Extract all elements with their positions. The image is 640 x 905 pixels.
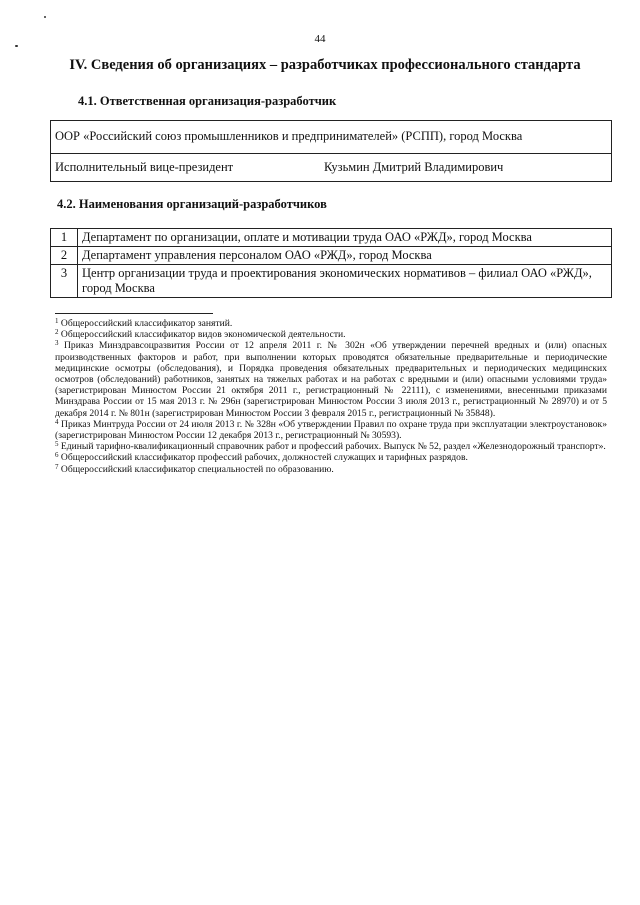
footnote-text: Приказ Минздравсоцразвития России от 12 апреля 2011 г. № 302н «Об утверждении перечней вредных и (или) опасных производственных факторов и работ, при выполнении которых проводятся обязательные предварительные и периодические медицинские осмотры (обследования), и Порядка проведения обязательных предварительных и периодических медицинских осмотров (обследований) работников, занятых на тяжелых работах и на работах с вредными и (или) опасными условиями труда» (зарегистрирован Минюстом России 21 октября 2011 г., регистрационный № 22111), с изменениями, внесенными приказами Минздрава России от 15 мая 2013 г. № 296н (зарегистрирован Минюстом России 3 июля 2013 г., регистрационный № 28970) и от 5 декабря 2014 г. № 801н (зарегистрирован Минюстом России 3 февраля 2015 г., регистрационный № 35848).: [55, 340, 607, 419]
footnote-text: Общероссийский классификатор занятий.: [60, 318, 233, 329]
footnote-mark: 2: [55, 328, 59, 337]
footnote: [55, 329, 607, 340]
responsible-org-name: ООР «Российский союз промышленников и предпринимателей» (РСПП), город Москва: [55, 129, 523, 143]
section-title: IV. Сведения об организациях – разработчиках профессионального стандарта: [69, 57, 581, 73]
table-row: [51, 247, 612, 265]
developer-orgs-heading: 4.2. Наименования организаций-разработчиков: [57, 197, 327, 211]
footnote-mark: 5: [55, 440, 59, 449]
footnote-separator: [55, 313, 213, 314]
responsible-org-box: [50, 120, 612, 182]
page-number: 44: [314, 33, 326, 45]
footnote-text: Общероссийский классификатор видов экономической деятельности.: [60, 329, 346, 341]
footnote: [55, 318, 607, 329]
footnote-mark: 1: [55, 317, 59, 325]
footnote: [55, 452, 607, 463]
signatory-position: Исполнительный вице-президент: [55, 160, 234, 174]
responsible-org-heading: 4.1. Ответственная организация-разработчик: [78, 94, 337, 108]
org-name: Департамент по организации, оплате и мотивации труда ОАО «РЖД», город Москва: [78, 229, 612, 247]
footnote-text: Приказ Минтруда России от 24 июля 2013 г. № 328н «Об утверждении Правил по охране труда при эксплуатации электроустановок» (зарегистрирован Минюстом России 12 декабря 2013 г., регистрационный № 30593).: [55, 418, 607, 442]
row-number: 1: [51, 229, 78, 247]
footnote: [55, 419, 607, 441]
table-row: [51, 229, 612, 247]
org-name: Центр организации труда и проектирования экономических нормативов – филиал ОАО «РЖД», город Москва: [78, 265, 612, 298]
footnote: [55, 464, 607, 475]
org-name: Департамент управления персоналом ОАО «РЖД», город Москва: [78, 247, 612, 265]
footnote-mark: 7: [55, 462, 59, 471]
scan-speck: [15, 45, 18, 47]
footnote-mark: 3: [55, 339, 59, 348]
responsible-signatory-row: [51, 153, 611, 182]
footnotes: [55, 318, 607, 475]
scan-speck: [44, 16, 46, 18]
footnote: [55, 340, 607, 418]
footnote-mark: 4: [55, 417, 59, 426]
responsible-org-row: [51, 121, 611, 153]
developer-orgs-table: [50, 228, 612, 298]
footnote-text: Единый тарифно-квалификационный справочник работ и профессий рабочих. Выпуск № 52, раздел «Железнодорожный транспорт».: [60, 441, 606, 453]
signatory-name: Кузьмин Дмитрий Владимирович: [324, 160, 504, 174]
footnote: [55, 441, 607, 452]
table-row: [51, 265, 612, 298]
footnote-text: Общероссийский классификатор профессий рабочих, должностей служащих и тарифных разрядов.: [60, 452, 468, 464]
footnote-text: Общероссийский классификатор специальностей по образованию.: [60, 463, 334, 475]
row-number: 2: [51, 247, 78, 265]
row-number: 3: [51, 265, 78, 298]
footnote-mark: 6: [55, 451, 59, 460]
